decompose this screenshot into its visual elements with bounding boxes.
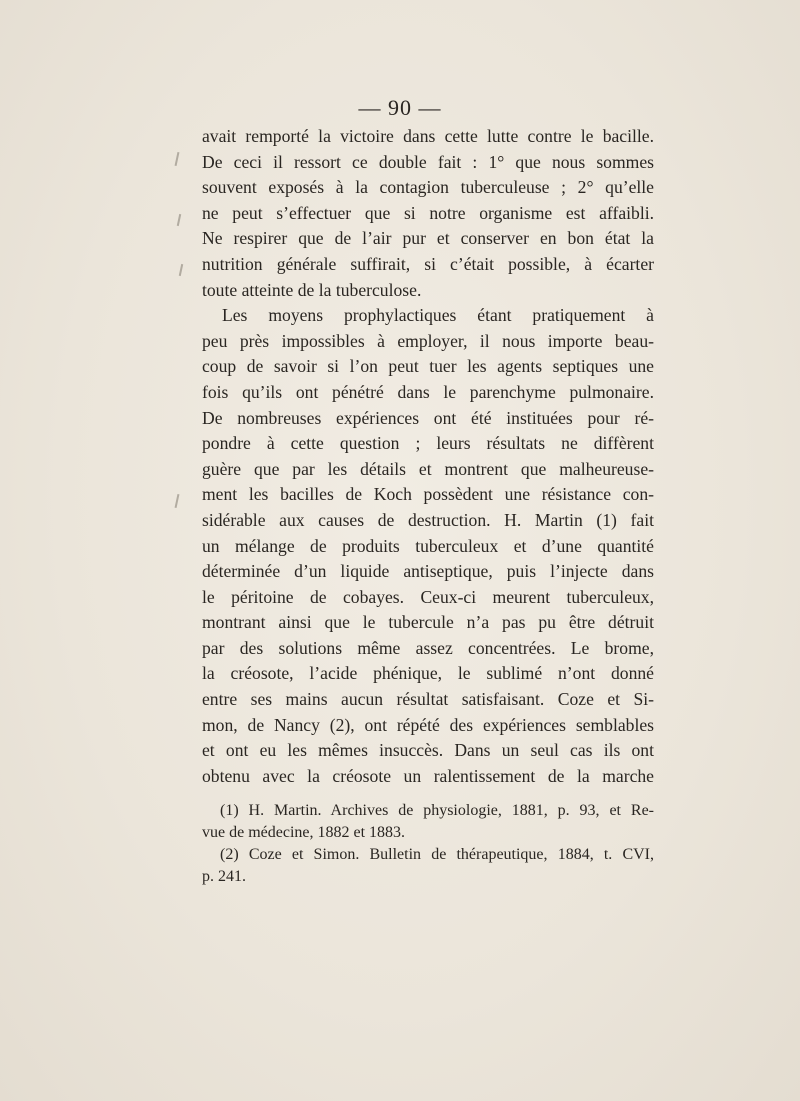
text-line: Ne respirer que de l’air pur et conserver en bon état la — [202, 228, 654, 249]
footnote-line: p. 241. — [202, 868, 246, 885]
footnote-line: vue de médecine, 1882 et 1883. — [202, 824, 406, 841]
text-line: avait remporté la victoire dans cette lutte contre le bacille. — [202, 126, 654, 146]
text-line: sidérable aux causes de destruction. H. Martin (1) fait — [202, 509, 654, 530]
text-line: un mélange de produits tuberculeux et d’une quantité — [202, 535, 654, 556]
text-line: toute atteinte de la tuberculose. — [202, 279, 422, 300]
footnote-line: (1) H. Martin. Archives de physiologie, 1881, p. 93, et Re- — [220, 802, 654, 819]
text-line: pondre à cette question ; leurs résultats ne diffèrent — [202, 433, 654, 454]
page-number: — 90 — — [358, 95, 442, 120]
text-line: obtenu avec la créosote un ralentissement de la marche — [202, 765, 654, 786]
footnotes — [202, 800, 654, 888]
text-line: ne peut s’effectuer que si notre organisme est affaibli. — [202, 202, 654, 223]
text-line: peu près impossibles à employer, il nous importe beau- — [202, 330, 654, 351]
text-line: entre ses mains aucun résultat satisfaisant. Coze et Si- — [202, 689, 654, 710]
text-line: guère que par les détails et montrent que malheureuse- — [202, 458, 654, 479]
main-text — [202, 124, 654, 789]
text-line: et ont eu les mêmes insuccès. Dans un seul cas ils ont — [202, 740, 654, 761]
text-line: ment les bacilles de Koch possèdent une résistance con- — [202, 484, 654, 505]
text-line: montrant ainsi que le tubercule n’a pas pu être détruit — [202, 612, 654, 633]
text-line: fois qu’ils ont pénétré dans le parenchyme pulmonaire. — [202, 381, 654, 402]
text-line: le péritoine de cobayes. Ceux-ci meurent tuberculeux, — [202, 586, 654, 607]
text-line: De nombreuses expériences ont été instituées pour ré- — [202, 407, 654, 428]
text-line: souvent exposés à la contagion tuberculeuse ; 2° qu’elle — [202, 177, 654, 198]
footnote-line: (2) Coze et Simon. Bulletin de thérapeutique, 1884, t. CVI, — [220, 846, 654, 863]
margin-pencil-mark — [175, 152, 180, 166]
margin-pencil-mark — [175, 494, 180, 508]
text-line: Les moyens prophylactiques étant pratiquement à — [222, 305, 654, 326]
text-line: nutrition générale suffirait, si c’était possible, à écarter — [202, 253, 654, 274]
text-line: coup de savoir si l’on peut tuer les agents septiques une — [202, 356, 654, 377]
text-line: la créosote, l’acide phénique, le sublimé n’ont donné — [202, 663, 654, 684]
text-line: par des solutions même assez concentrées. Le brome, — [202, 637, 654, 658]
text-line: déterminée d’un liquide antiseptique, puis l’injecte dans — [202, 561, 654, 582]
text-line: De ceci il ressort ce double fait : 1° que nous sommes — [202, 151, 654, 172]
text-line: mon, de Nancy (2), ont répété des expériences semblables — [202, 714, 654, 735]
margin-pencil-mark — [179, 264, 183, 276]
margin-pencil-mark — [177, 214, 181, 226]
